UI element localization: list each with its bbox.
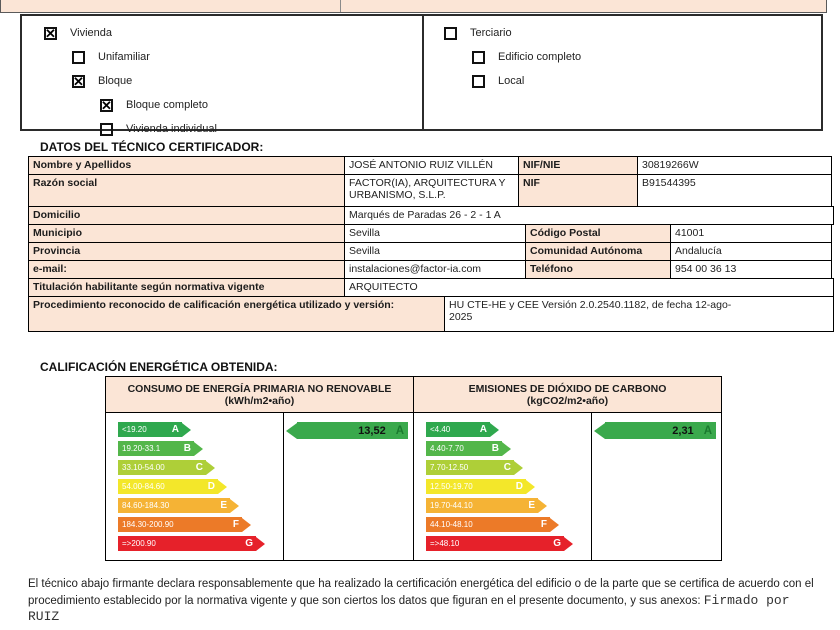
building-type-terciario-box [424,14,823,131]
checkbox-bloque[interactable]: ✕ [73,73,84,89]
consumo-letter: A [395,424,404,437]
consumo-chart-body [106,413,413,560]
declaration-text: El técnico abajo firmante declara responsablemente que ha realizado la certificación energética del edificio o de la parte que se certifica de acuerdo con el procedimiento establecido por la normativa vigente y que son ciertos los datos que figuran en el presente documento, y sus anexos: [28,578,814,607]
field-value-nombre: JOSÉ ANTONIO RUIZ VILLÉN [344,156,519,175]
checkbox-row-vivienda-individual [22,117,422,141]
scale-bar-e [426,498,591,513]
field-value-nif-nie: 30819266W [637,156,832,175]
checkbox-label: Bloque completo [126,99,208,111]
scale-range: <19.20 [122,425,147,434]
declaration-paragraph [28,577,824,626]
field-label: Comunidad Autónoma [525,242,671,261]
scale-bar-c [118,460,283,475]
scale-range: 54.00-84.60 [122,482,165,491]
checkbox-label: Local [498,75,525,87]
field-value-procedimiento: HU CTE-HE y CEE Versión 2.0.2540.1182, de fecha 12-ago-2025 [444,296,834,332]
scale-range: 84.60-184.30 [122,501,170,510]
field-label: e-mail: [28,260,345,279]
consumo-scale [106,413,284,560]
field-label: Nombre y Apellidos [28,156,345,175]
checkbox-terciario[interactable] [444,27,457,40]
cutoff-header-bar [0,0,827,13]
table-row [28,156,835,174]
scale-bar-b [118,441,283,456]
bar-arrow-tip [218,480,227,494]
field-value-titulacion: ARQUITECTO [344,278,834,297]
field-label: Municipio [28,224,345,243]
checkbox-local[interactable] [472,75,485,88]
scale-letter: A [171,424,179,435]
scale-range: 33.10-54.00 [122,463,165,472]
rating-arrow-tip [286,423,297,439]
scale-letter: C [195,462,203,473]
checkbox-label: Terciario [470,27,512,39]
checkbox-label: Bloque [98,75,133,87]
field-label: Código Postal [525,224,671,243]
scale-bar-b [426,441,591,456]
scale-range: =>200.90 [122,539,156,548]
field-label: Razón social [28,174,345,207]
checkbox-row-bloque [22,69,422,93]
scale-letter: D [207,481,215,492]
field-value-razon-social: FACTOR(IA), ARQUITECTURA Y URBANISMO, S.L.P. [344,174,519,207]
checkbox-row-unifamiliar [22,45,422,69]
scale-bar-g [426,536,591,551]
field-value-municipio: Sevilla [344,224,526,243]
bar-arrow-tip [230,499,239,513]
field-value-provincia: Sevilla [344,242,526,261]
table-row [28,260,835,278]
table-row [28,224,835,242]
scale-letter: F [232,519,239,530]
table-row [28,206,835,224]
table-row [28,296,835,331]
checkbox-row-edificio-completo [424,45,821,69]
checkbox-vivienda-individual[interactable] [100,123,113,136]
scale-letter: B [183,443,191,454]
consumo-chart-title: CONSUMO DE ENERGÍA PRIMARIA NO RENOVABLE (kWh/m2•año) [106,377,413,413]
bar-arrow-tip [550,518,559,532]
scale-range: 19.70-44.10 [430,501,473,510]
table-row [28,174,835,206]
emisiones-chart [413,376,722,561]
field-value-domicilio: Marqués de Paradas 26 - 2 - 1 A [344,206,834,225]
emisiones-value: 2,31 [672,424,694,437]
scale-letter: D [515,481,523,492]
checkbox-row-bloque-completo [22,93,422,117]
scale-bar-f [426,517,591,532]
scale-range: <4.40 [430,425,451,434]
scale-range: 7.70-12.50 [430,463,469,472]
scale-letter: E [528,500,535,511]
scale-letter: F [540,519,547,530]
emisiones-scale [414,413,592,560]
field-label: Domicilio [28,206,345,225]
bar-arrow-tip [182,423,191,437]
scale-bar-d [426,479,591,494]
field-label: Teléfono [525,260,671,279]
bar-arrow-tip [256,537,265,551]
field-value-telefono: 954 00 36 13 [670,260,832,279]
scale-bar-d [118,479,283,494]
scale-bar-e [118,498,283,513]
checkbox-edificio-completo[interactable] [472,51,485,64]
checkbox-row-vivienda [22,21,422,45]
checkbox-label: Edificio completo [498,51,582,63]
scale-bar-f [118,517,283,532]
table-row [28,278,835,296]
scale-letter: C [503,462,511,473]
scale-letter: G [553,538,561,549]
scale-bar-a [426,422,591,437]
field-label: Titulación habilitante según normativa vigente [28,278,345,297]
scale-range: 184.30-200.90 [122,520,174,529]
field-label: NIF [518,174,638,207]
scale-bar-c [426,460,591,475]
field-label: Provincia [28,242,345,261]
building-type-vivienda-box [20,14,424,135]
bar-arrow-tip [242,518,251,532]
bar-arrow-tip [526,480,535,494]
rating-section-heading: CALIFICACIÓN ENERGÉTICA OBTENIDA: [40,360,278,374]
bar-arrow-tip [564,537,573,551]
emisiones-rating-arrow [594,422,716,439]
scale-bar-g [118,536,283,551]
building-type-section [20,14,823,135]
bar-arrow-tip [502,442,511,456]
field-label: NIF/NIE [518,156,638,175]
checkbox-row-local [424,69,821,93]
scale-letter: E [220,500,227,511]
checkbox-label: Vivienda individual [126,123,217,135]
consumo-chart [105,376,414,561]
checkbox-label: Vivienda [70,27,112,39]
field-value-email: instalaciones@factor-ia.com [344,260,526,279]
rating-arrow-tip [594,423,605,439]
bar-arrow-tip [490,423,499,437]
table-row [28,242,835,260]
bar-arrow-tip [194,442,203,456]
field-value-comunidad: Andalucía [670,242,832,261]
emisiones-result-cell [592,413,721,560]
scale-range: 44.10-48.10 [430,520,473,529]
emisiones-chart-title: EMISIONES DE DIÓXIDO DE CARBONO (kgCO2/m2•año) [414,377,721,413]
emisiones-chart-body [414,413,721,560]
digital-signature-text: Firmado por RUIZ [28,592,790,624]
checkbox-vivienda[interactable]: ✕ [45,25,56,41]
checkbox-unifamiliar[interactable] [72,51,85,64]
bar-arrow-tip [514,461,523,475]
scale-range: 12.50-19.70 [430,482,473,491]
field-value-codigo-postal: 41001 [670,224,832,243]
consumo-rating-arrow [286,422,408,439]
consumo-value: 13,52 [358,424,386,437]
technician-section-heading: DATOS DEL TÉCNICO CERTIFICADOR: [40,140,264,154]
checkbox-bloque-completo[interactable]: ✕ [101,97,112,113]
scale-range: =>48.10 [430,539,460,548]
bar-arrow-tip [206,461,215,475]
checkbox-label: Unifamiliar [98,51,150,63]
emisiones-letter: A [703,424,712,437]
scale-range: 4.40-7.70 [430,444,464,453]
scale-range: 19.20-33.1 [122,444,161,453]
bar-arrow-tip [538,499,547,513]
field-label: Procedimiento reconocido de calificación energética utilizado y versión: [28,296,445,332]
energy-rating-tables [105,376,721,561]
technician-table [28,156,837,331]
scale-bar-a [118,422,283,437]
checkbox-row-terciario [424,21,821,45]
header-bar-divider [340,0,341,12]
scale-letter: A [479,424,487,435]
scale-letter: G [245,538,253,549]
scale-letter: B [491,443,499,454]
field-value-nif: B91544395 [637,174,832,207]
consumo-result-cell [284,413,413,560]
